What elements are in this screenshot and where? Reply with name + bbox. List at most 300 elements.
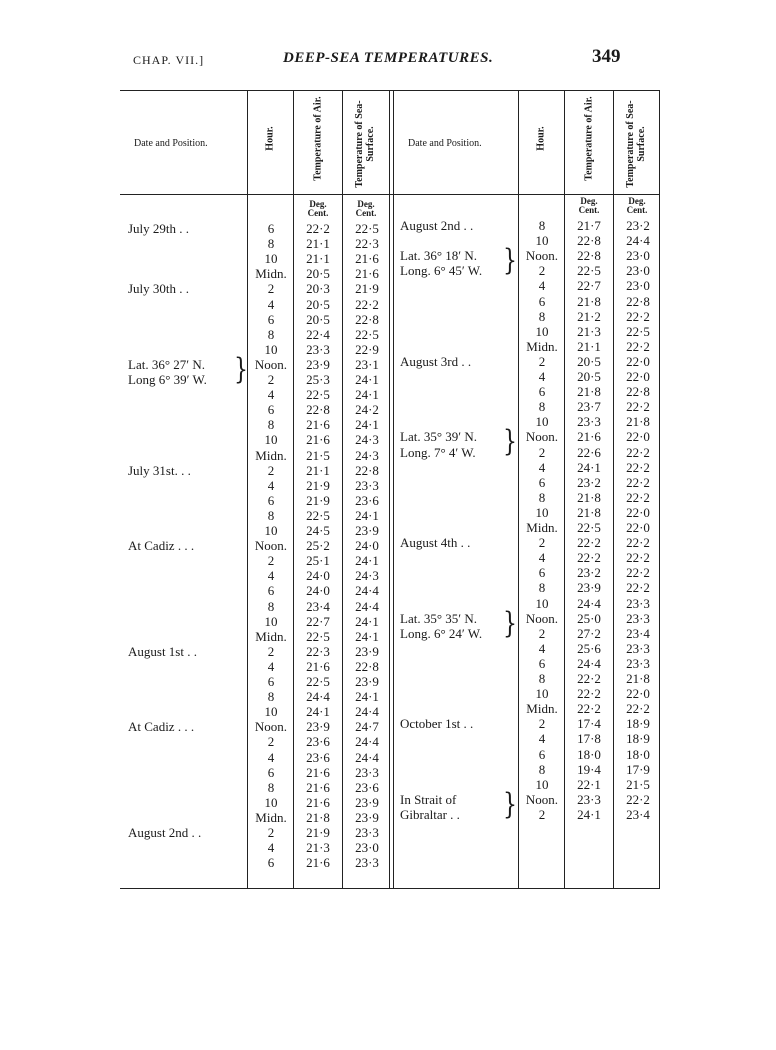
sea-temp-cell: 23·3	[626, 610, 650, 626]
sea-temp-cell: 23·9	[355, 643, 379, 659]
sea-temp-cell: 22·0	[626, 686, 650, 702]
hour-cell: 4	[538, 731, 546, 747]
sea-temp-cell: 23·1	[355, 356, 379, 372]
air-temp-cell: 25·3	[306, 372, 330, 387]
air-temp-cell: 19·4	[577, 761, 601, 777]
sea-temp-cell: 22·5	[355, 326, 379, 342]
air-temp-cell: 23·2	[577, 565, 601, 581]
air-temp-cell: 24·1	[577, 459, 601, 475]
air-temp-cell: 17·8	[577, 731, 601, 747]
air-temp-cell: 21·8	[306, 809, 330, 825]
air-temp-cell: 18·0	[577, 746, 601, 762]
hour-cell: 8	[267, 417, 275, 433]
hour-cell: Noon.	[254, 356, 288, 372]
sea-temp-cell: 22·8	[355, 462, 379, 478]
hour-cell: 10	[535, 233, 549, 249]
sea-temp-cell: 24·1	[355, 553, 379, 569]
air-temp-cell: 22·6	[577, 444, 601, 460]
sea-temp-cell: 23·3	[626, 640, 650, 656]
sea-temp-cell: 24·1	[355, 628, 379, 644]
air-temp-cell: 21·6	[306, 855, 330, 871]
air-temp-cell: 22·5	[577, 263, 601, 279]
sea-temp-cell: 17·9	[626, 761, 650, 777]
header-temp-sea-left: Temperature of Sea-Surface.	[354, 100, 376, 188]
hour-cell: Midn.	[255, 628, 287, 644]
col-divider	[518, 90, 519, 888]
sea-temp-cell: 21·8	[626, 414, 650, 430]
sea-temp-cell: 22·5	[355, 221, 379, 236]
air-temp-cell: 21·1	[577, 338, 601, 354]
air-temp-cell: 22·5	[306, 674, 330, 689]
sea-temp-cell: 23·2	[626, 218, 650, 233]
hour-cell: 10	[535, 595, 549, 611]
air-temp-cell: 23·3	[577, 791, 601, 807]
hour-cell: 6	[538, 293, 546, 309]
hour-cell: 8	[538, 580, 546, 596]
sea-temp-cell: 23·6	[355, 492, 379, 508]
air-temp-cell: 23·9	[306, 719, 330, 735]
hour-cell: 6	[267, 674, 275, 689]
air-temp-cell: 22·8	[577, 233, 601, 249]
date-position-label: Lat. 36° 27′ N.	[128, 356, 206, 372]
air-temp-cell: 23·4	[306, 598, 330, 614]
hour-cell: 6	[538, 746, 546, 762]
sea-temp-cell: 22·2	[626, 580, 650, 596]
sea-temp-cell: 23·6	[355, 779, 379, 795]
hour-cell: Midn.	[255, 266, 287, 282]
air-temp-cell: 22·5	[306, 387, 330, 403]
sea-temp-cell: 24·1	[355, 613, 379, 629]
hour-cell: Midn.	[526, 338, 558, 354]
hour-cell: Midn.	[526, 701, 558, 717]
air-temp-cell: 21·8	[577, 504, 601, 520]
sea-temp-cell: 23·9	[355, 523, 379, 538]
air-temp-cell: 20·5	[577, 353, 601, 369]
sea-temp-cell: 24·1	[355, 387, 379, 403]
sea-temp-cell: 22·2	[626, 338, 650, 354]
date-position-label: In Strait of	[400, 791, 457, 807]
header-hour-left: Hour.	[264, 126, 276, 151]
table-header-rule	[120, 194, 660, 195]
sea-temp-cell: 24·3	[355, 568, 379, 584]
sea-temp-cell: 23·0	[355, 840, 379, 856]
sea-temp-cell: 22·0	[626, 369, 650, 384]
hour-cell: 10	[535, 686, 549, 702]
air-temp-cell: 25·0	[577, 610, 601, 626]
hour-cell: 6	[267, 221, 275, 236]
sea-temp-cell: 18·9	[626, 716, 650, 732]
hour-cell: 6	[267, 764, 275, 780]
air-temp-cell: 21·6	[306, 764, 330, 780]
hour-cell: 10	[535, 776, 549, 792]
hour-cell: Midn.	[526, 520, 558, 535]
table-top-rule	[120, 90, 660, 91]
date-position-label: Long 6° 39′ W.	[128, 372, 207, 387]
date-position-label: July 30th . .	[128, 281, 190, 297]
hour-cell: Noon.	[525, 248, 559, 264]
hour-cell: 2	[267, 643, 275, 659]
unit-sea-right: Deg. Cent.	[626, 196, 648, 215]
sea-temp-cell: 18·9	[626, 731, 650, 747]
sea-temp-cell: 24·7	[355, 719, 379, 735]
air-temp-cell: 22·7	[577, 278, 601, 294]
sea-temp-cell: 22·2	[626, 701, 650, 717]
air-temp-cell: 24·1	[577, 806, 601, 822]
air-temp-cell: 21·3	[577, 323, 601, 339]
sea-temp-cell: 22·2	[626, 565, 650, 581]
air-temp-cell: 21·8	[577, 384, 601, 400]
unit-air-right: Deg. Cent.	[578, 196, 600, 215]
air-temp-cell: 24·4	[577, 595, 601, 611]
header-temp-sea-right: Temperature of Sea-Surface.	[625, 100, 647, 188]
hour-cell: 6	[267, 583, 275, 599]
air-temp-cell: 21·9	[306, 825, 330, 840]
sea-temp-cell: 22·3	[355, 236, 379, 252]
air-temp-cell: 24·1	[306, 704, 330, 720]
air-temp-cell: 21·8	[577, 293, 601, 309]
air-temp-cell: 22·2	[306, 221, 330, 236]
air-temp-cell: 22·2	[577, 550, 601, 566]
sea-temp-cell: 22·8	[355, 311, 379, 327]
sea-temp-cell: 23·9	[355, 674, 379, 689]
hour-cell: 6	[267, 855, 275, 871]
air-temp-cell: 22·5	[577, 520, 601, 535]
air-temp-cell: 22·8	[306, 402, 330, 418]
air-temp-cell: 22·3	[306, 643, 330, 659]
header-date-position-right: Date and Position.	[408, 138, 482, 149]
air-temp-cell: 22·5	[306, 628, 330, 644]
sea-temp-cell: 23·0	[626, 278, 650, 294]
air-temp-cell: 21·6	[577, 429, 601, 445]
air-temp-cell: 22·2	[577, 686, 601, 702]
hour-cell: 2	[267, 372, 275, 387]
hour-cell: 10	[535, 323, 549, 339]
sea-temp-cell: 24·1	[355, 417, 379, 433]
sea-temp-cell: 22·5	[626, 323, 650, 339]
brace-mark: }	[503, 788, 517, 822]
hour-cell: 10	[264, 341, 278, 357]
hour-cell: 2	[267, 462, 275, 478]
air-temp-cell: 21·6	[306, 432, 330, 448]
sea-temp-cell: 22·8	[626, 384, 650, 400]
hour-cell: 4	[538, 369, 546, 384]
sea-temp-cell: 22·2	[626, 444, 650, 460]
sea-temp-cell: 22·0	[626, 520, 650, 535]
hour-cell: 10	[264, 794, 278, 810]
hour-cell: 4	[267, 477, 275, 493]
hour-cell: 8	[267, 689, 275, 705]
date-position-label: Long. 6° 45′ W.	[400, 263, 483, 279]
hour-cell: Noon.	[254, 538, 288, 554]
air-temp-cell: 22·1	[577, 776, 601, 792]
col-divider	[247, 90, 248, 888]
sea-temp-cell: 22·2	[626, 308, 650, 324]
hour-cell: 2	[538, 353, 546, 369]
air-temp-cell: 23·3	[577, 414, 601, 430]
sea-temp-cell: 23·3	[626, 595, 650, 611]
hour-cell: 4	[267, 296, 275, 312]
sea-temp-cell: 24·1	[355, 689, 379, 705]
sea-temp-cell: 24·3	[355, 432, 379, 448]
header-hour-right: Hour.	[535, 126, 547, 151]
hour-cell: 6	[538, 655, 546, 671]
hour-cell: Noon.	[525, 791, 559, 807]
hour-cell: 10	[535, 414, 549, 430]
sea-temp-cell: 23·3	[355, 477, 379, 493]
air-temp-cell: 17·4	[577, 716, 601, 732]
hour-cell: 10	[535, 504, 549, 520]
hour-cell: 6	[267, 402, 275, 418]
sea-temp-cell: 22·0	[626, 429, 650, 445]
air-temp-cell: 24·4	[577, 655, 601, 671]
air-temp-cell: 21·6	[306, 794, 330, 810]
date-position-label: August 4th . .	[400, 535, 471, 551]
hour-cell: 10	[264, 432, 278, 448]
hour-cell: 8	[538, 671, 546, 686]
air-temp-cell: 22·2	[577, 535, 601, 551]
date-position-label: Lat. 35° 35′ N.	[400, 610, 478, 626]
air-temp-cell: 21·1	[306, 236, 330, 252]
air-temp-cell: 23·6	[306, 734, 330, 750]
hour-cell: 8	[267, 598, 275, 614]
sea-temp-cell: 18·0	[626, 746, 650, 762]
date-position-label: August 2nd . .	[128, 825, 202, 840]
sea-temp-cell: 24·1	[355, 372, 379, 387]
sea-temp-cell: 22·2	[626, 535, 650, 551]
sea-temp-cell: 23·3	[355, 825, 379, 840]
sea-temp-cell: 21·8	[626, 671, 650, 686]
hour-cell: 6	[538, 565, 546, 581]
sea-temp-cell: 23·0	[626, 248, 650, 264]
sea-temp-cell: 22·9	[355, 341, 379, 357]
air-temp-cell: 21·1	[306, 251, 330, 267]
date-position-label: Gibraltar . .	[400, 806, 460, 822]
date-position-label: At Cadiz . . .	[128, 719, 195, 735]
sea-temp-cell: 22·0	[626, 504, 650, 520]
date-position-label: At Cadiz . . .	[128, 538, 195, 554]
col-divider-center	[393, 90, 394, 888]
temperature-table	[120, 88, 660, 888]
air-temp-cell: 21·1	[306, 462, 330, 478]
air-temp-cell: 21·8	[577, 489, 601, 505]
air-temp-cell: 21·9	[306, 492, 330, 508]
hour-cell: 2	[267, 553, 275, 569]
hour-cell: 4	[538, 550, 546, 566]
hour-cell: 8	[538, 218, 546, 233]
sea-temp-cell: 22·0	[626, 353, 650, 369]
sea-temp-cell: 23·4	[626, 625, 650, 641]
unit-air-left: Deg. Cent.	[307, 199, 329, 218]
hour-cell: 8	[267, 507, 275, 523]
sea-temp-cell: 23·3	[355, 855, 379, 871]
date-position-label: August 2nd . .	[400, 218, 474, 233]
sea-temp-cell: 24·4	[355, 734, 379, 750]
air-temp-cell: 24·0	[306, 583, 330, 599]
hour-cell: 2	[538, 625, 546, 641]
air-temp-cell: 22·7	[306, 613, 330, 629]
hour-cell: 2	[538, 263, 546, 279]
hour-cell: 4	[267, 387, 275, 403]
hour-cell: 2	[538, 444, 546, 460]
air-temp-cell: 20·5	[306, 266, 330, 282]
sea-temp-cell: 24·0	[355, 538, 379, 554]
hour-cell: 10	[264, 523, 278, 538]
page-title: DEEP-SEA TEMPERATURES.	[283, 50, 494, 66]
date-position-label: August 3rd . .	[400, 353, 472, 369]
sea-temp-cell: 24·3	[355, 447, 379, 463]
air-temp-cell: 21·2	[577, 308, 601, 324]
hour-cell: 8	[538, 489, 546, 505]
hour-cell: 8	[538, 761, 546, 777]
brace-mark: }	[503, 245, 517, 278]
air-temp-cell: 22·2	[577, 671, 601, 686]
hour-cell: 8	[267, 236, 275, 252]
hour-cell: 2	[267, 734, 275, 750]
air-temp-cell: 22·2	[577, 701, 601, 717]
air-temp-cell: 21·7	[577, 218, 601, 233]
hour-cell: 4	[267, 840, 275, 856]
hour-cell: 10	[264, 613, 278, 629]
header-temp-air-left: Temperature of Air.	[312, 96, 324, 181]
air-temp-cell: 23·9	[306, 356, 330, 372]
sea-temp-cell: 22·2	[626, 399, 650, 415]
sea-temp-cell: 21·6	[355, 266, 379, 282]
sea-temp-cell: 23·4	[626, 806, 650, 822]
date-position-label: Lat. 35° 39′ N.	[400, 429, 478, 445]
hour-cell: 6	[267, 492, 275, 508]
sea-temp-cell: 22·8	[355, 658, 379, 674]
air-temp-cell: 22·8	[577, 248, 601, 264]
hour-cell: 4	[538, 640, 546, 656]
sea-temp-cell: 23·0	[626, 263, 650, 279]
air-temp-cell: 23·3	[306, 341, 330, 357]
col-divider	[613, 90, 614, 888]
air-temp-cell: 23·7	[577, 399, 601, 415]
air-temp-cell: 25·1	[306, 553, 330, 569]
sea-temp-cell: 22·2	[626, 474, 650, 490]
header-date-position-left: Date and Position.	[134, 138, 208, 149]
hour-cell: 2	[267, 281, 275, 297]
air-temp-cell: 22·5	[306, 507, 330, 523]
hour-cell: 10	[264, 251, 278, 267]
sea-temp-cell: 24·4	[355, 598, 379, 614]
hour-cell: 2	[538, 806, 546, 822]
hour-cell: 4	[538, 278, 546, 294]
date-position-label: July 31st. . .	[128, 462, 191, 478]
header-temp-air-right: Temperature of Air.	[583, 96, 595, 181]
hour-cell: Noon.	[525, 429, 559, 445]
brace-mark: }	[503, 607, 517, 641]
sea-temp-cell: 24·4	[355, 704, 379, 720]
hour-cell: 8	[267, 779, 275, 795]
brace-mark: }	[503, 426, 517, 459]
air-temp-cell: 20·5	[577, 369, 601, 384]
hour-cell: 4	[538, 459, 546, 475]
sea-temp-cell: 21·6	[355, 251, 379, 267]
sea-temp-cell: 23·9	[355, 794, 379, 810]
hour-cell: Midn.	[255, 447, 287, 463]
air-temp-cell: 27·2	[577, 625, 601, 641]
air-temp-cell: 24·0	[306, 568, 330, 584]
hour-cell: Noon.	[525, 610, 559, 626]
hour-cell: Midn.	[255, 809, 287, 825]
date-position-label: Long. 7° 4′ W.	[400, 444, 476, 460]
sea-temp-cell: 21·5	[626, 776, 650, 792]
sea-temp-cell: 24·4	[355, 583, 379, 599]
sea-temp-cell: 22·2	[626, 459, 650, 475]
hour-cell: 4	[267, 568, 275, 584]
air-temp-cell: 24·5	[306, 523, 330, 538]
sea-temp-cell: 23·3	[355, 764, 379, 780]
hour-cell: 2	[538, 716, 546, 732]
air-temp-cell: 21·6	[306, 417, 330, 433]
air-temp-cell: 22·4	[306, 326, 330, 342]
hour-cell: 2	[538, 535, 546, 551]
air-temp-cell: 21·9	[306, 477, 330, 493]
hour-cell: 2	[267, 825, 275, 840]
air-temp-cell: 23·9	[577, 580, 601, 596]
air-temp-cell: 21·6	[306, 779, 330, 795]
air-temp-cell: 20·5	[306, 311, 330, 327]
sea-temp-cell: 24·4	[626, 233, 650, 249]
date-position-label: July 29th . .	[128, 221, 190, 236]
air-temp-cell: 25·2	[306, 538, 330, 554]
col-divider	[564, 90, 565, 888]
hour-cell: 4	[267, 749, 275, 765]
hour-cell: 4	[267, 658, 275, 674]
col-divider	[342, 90, 343, 888]
date-position-label: Long. 6° 24′ W.	[400, 625, 483, 641]
sea-temp-cell: 22·2	[355, 296, 379, 312]
hour-cell: 6	[538, 474, 546, 490]
sea-temp-cell: 22·2	[626, 550, 650, 566]
hour-cell: 6	[267, 311, 275, 327]
air-temp-cell: 21·5	[306, 447, 330, 463]
date-position-label: October 1st . .	[400, 716, 474, 732]
sea-temp-cell: 21·9	[355, 281, 379, 297]
hour-cell: Noon.	[254, 719, 288, 735]
air-temp-cell: 23·6	[306, 749, 330, 765]
hour-cell: 6	[538, 384, 546, 400]
air-temp-cell: 21·3	[306, 840, 330, 856]
date-position-label: Lat. 36° 18′ N.	[400, 248, 478, 264]
table-bottom-rule	[120, 888, 660, 889]
hour-cell: 8	[267, 326, 275, 342]
sea-temp-cell: 24·4	[355, 749, 379, 765]
air-temp-cell: 21·6	[306, 658, 330, 674]
sea-temp-cell: 22·2	[626, 489, 650, 505]
unit-sea-left: Deg. Cent.	[355, 199, 377, 218]
hour-cell: 10	[264, 704, 278, 720]
col-divider	[293, 90, 294, 888]
date-position-label: August 1st . .	[128, 643, 197, 659]
sea-temp-cell: 23·9	[355, 809, 379, 825]
air-temp-cell: 25·6	[577, 640, 601, 656]
hour-cell: 8	[538, 308, 546, 324]
air-temp-cell: 20·5	[306, 296, 330, 312]
chapter-label: CHAP. VII.]	[133, 53, 205, 67]
sea-temp-cell: 22·8	[626, 293, 650, 309]
page-number: 349	[592, 46, 621, 67]
hour-cell: 8	[538, 399, 546, 415]
brace-mark: }	[234, 353, 248, 387]
air-temp-cell: 20·3	[306, 281, 330, 297]
air-temp-cell: 24·4	[306, 689, 330, 705]
air-temp-cell: 23·2	[577, 474, 601, 490]
sea-temp-cell: 22·2	[626, 791, 650, 807]
sea-temp-cell: 24·1	[355, 507, 379, 523]
sea-temp-cell: 24·2	[355, 402, 379, 418]
